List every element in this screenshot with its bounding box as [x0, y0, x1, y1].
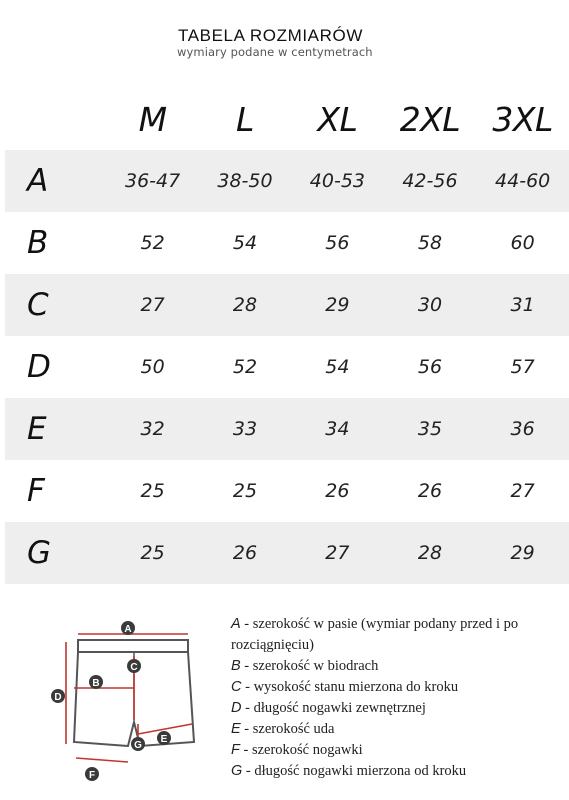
table-cell: 25 [232, 480, 258, 502]
legend-letter: E [231, 721, 241, 737]
page-subtitle: wymiary podane w centymetrach [177, 45, 373, 59]
legend-text: - szerokość uda [240, 721, 335, 737]
size-header: XL [317, 99, 358, 139]
table-cell: 29 [291, 274, 383, 336]
row-label: G [5, 522, 106, 584]
table-cell: 27 [291, 522, 383, 584]
badge-d-label: D [54, 692, 62, 703]
table-cell: 52 [140, 232, 165, 254]
legend-letter: D [231, 700, 242, 716]
table-cell: 40-53 [291, 150, 383, 212]
corner-cell [5, 88, 106, 150]
table-cell: 26 [417, 480, 443, 502]
table-row [5, 398, 569, 460]
legend-letter: C [231, 679, 242, 695]
size-header-row [5, 88, 569, 150]
table-cell: 42-56 [384, 150, 477, 212]
legend-text: - szerokość nogawki [239, 742, 363, 758]
legend-letter: B [231, 658, 241, 674]
badge-c [127, 659, 141, 673]
table-cell: 36-47 [106, 150, 198, 212]
row-label: B [27, 225, 49, 261]
legend-item [231, 698, 561, 719]
badge-b-label: B [92, 678, 100, 689]
measure-f-line [76, 758, 128, 762]
legend-text: - wysokość stanu mierzona do kroku [241, 679, 459, 695]
legend-item [231, 740, 561, 761]
table-cell: 50 [140, 356, 165, 378]
badge-b [89, 675, 103, 689]
badge-c-label: C [130, 662, 138, 673]
badge-a [121, 621, 135, 635]
badge-g-label: G [134, 740, 142, 751]
table-cell: 30 [384, 274, 477, 336]
table-cell: 56 [325, 232, 350, 254]
size-header: M [138, 99, 167, 139]
table-cell: 38-50 [199, 150, 291, 212]
legend-item [231, 614, 561, 656]
row-label: C [5, 274, 106, 336]
table-row [5, 336, 569, 398]
legend-letter: A [231, 616, 241, 632]
legend-letter: G [231, 763, 243, 779]
table-cell: 60 [510, 232, 535, 254]
row-label: A [5, 150, 106, 212]
badge-e [157, 731, 171, 745]
page-title: TABELA ROZMIARÓW [178, 26, 363, 45]
table-row [5, 522, 569, 584]
table-cell: 27 [510, 480, 535, 502]
measure-badges [51, 621, 171, 781]
table-cell: 31 [476, 274, 569, 336]
table-cell: 25 [140, 480, 165, 502]
table-cell: 28 [384, 522, 477, 584]
legend-item [231, 656, 561, 677]
table-cell: 57 [510, 356, 535, 378]
table-cell: 35 [384, 398, 477, 460]
table-cell: 56 [417, 356, 443, 378]
size-table [5, 88, 569, 584]
table-cell: 52 [232, 356, 258, 378]
table-cell: 44-60 [476, 150, 569, 212]
badge-a-label: A [124, 624, 132, 635]
table-cell: 34 [291, 398, 383, 460]
table-cell: 58 [417, 232, 443, 254]
legend-text: - szerokość w biodrach [240, 658, 379, 674]
row-label: E [5, 398, 106, 460]
row-label: F [27, 473, 45, 509]
badge-f-label: F [88, 770, 96, 781]
badge-d [51, 689, 65, 703]
table-cell: 54 [232, 232, 258, 254]
table-cell: 32 [106, 398, 198, 460]
table-cell: 36 [476, 398, 569, 460]
size-header: L [236, 99, 254, 139]
measurement-legend [231, 614, 561, 782]
table-cell: 25 [106, 522, 198, 584]
badge-f [85, 767, 99, 781]
table-row [5, 460, 569, 522]
table-cell: 33 [199, 398, 291, 460]
table-row [5, 274, 569, 336]
legend-text: - długość nogawki zewnętrznej [241, 700, 426, 716]
badge-e-label: E [160, 734, 168, 745]
table-cell: 28 [199, 274, 291, 336]
legend-item [231, 677, 561, 698]
size-header: 2XL [399, 99, 461, 139]
table-row [5, 150, 569, 212]
row-label: D [27, 349, 51, 385]
legend-letter: F [231, 742, 240, 758]
size-header: 3XL [492, 99, 553, 139]
legend-item [231, 761, 561, 782]
table-cell: 54 [325, 356, 350, 378]
table-cell: 27 [106, 274, 198, 336]
table-cell: 29 [476, 522, 569, 584]
legend-text: - długość nogawki mierzona od kroku [242, 763, 467, 779]
shorts-measurement-diagram [38, 612, 208, 792]
table-cell: 26 [325, 480, 350, 502]
table-cell: 26 [199, 522, 291, 584]
badge-g [131, 737, 145, 751]
legend-item [231, 719, 561, 740]
table-row [5, 212, 569, 274]
legend-text: - szerokość w pasie (wymiar podany przed i po rozciągnięciu) [231, 616, 519, 653]
